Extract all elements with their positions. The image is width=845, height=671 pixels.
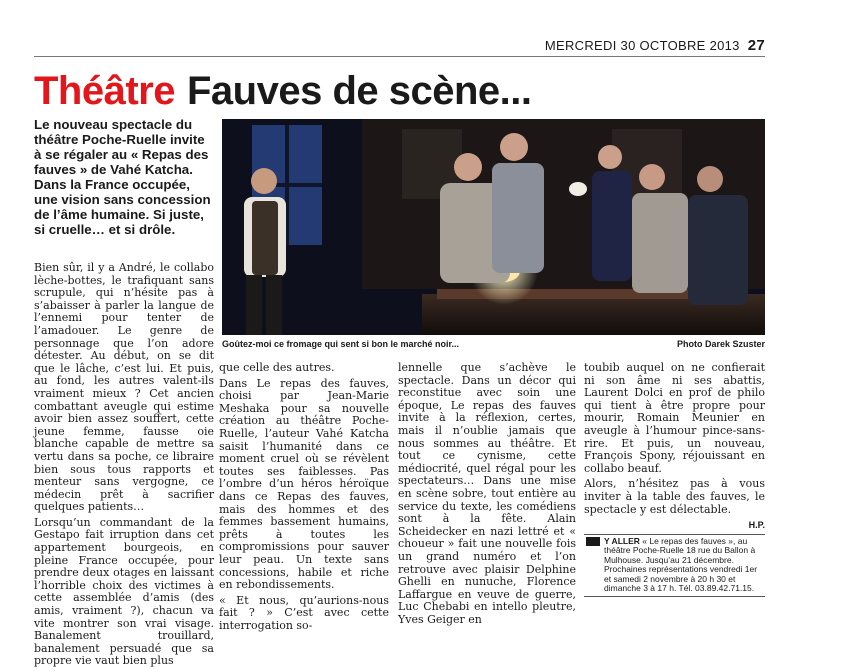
paragraph: lennelle que s’achève le spectacle. Dans un décor qui reconstitue avec soin une époque, Le repas des fauves invite à la réflexion, certes, mais il n’oublie jamais que nous sommes au théâtre. Et tout ce cynisme, cette médiocrité, quel régal pour les spectateurs… Dans une mise en scène sobre, tout entière au service du texte, les comédiens sont à la fête. Alain Scheidecker en nazi lettré et « choueur » fait une nouvelle fois un grand numéro et l’on retrouve avec plaisir Delphine Ghelli en nunuche, Florence Laffargue en veuve de guerre, Luc Chebabi en intello pleutre, Yves Geiger en: [398, 361, 576, 626]
paragraph: toubib auquel on ne confierait ni son âme ni ses abattis, Laurent Dolci en prof de philo qui tient à être propre pour mourir, Romain Meunier en aveugle à l’humour pince-sans-rire. Et puis, un nouveau, François Spony, réjouissant en collabo beauf.: [584, 361, 765, 475]
paragraph: Lorsqu’un commandant de la Gestapo fait irruption dans cet appartement bourgeois, en pleine France occupée, pour prendre deux otages en laissant l’horrible choix des victimes à cette assemblée d’amis (des amis, vraiment ?), chacun va vite montrer son vrai visage. Banalement trouillard, banalement persuadé que sa propre vie vaut bien plus: [34, 515, 214, 668]
info-box-label: Y ALLER: [604, 535, 640, 546]
photo-credit: Photo Darek Szuster: [676, 339, 765, 349]
body-column-1: [34, 262, 214, 671]
photo-caption-bar: [222, 337, 765, 351]
page-number: 27: [747, 37, 765, 54]
paragraph: Alors, n’hésitez pas à vous inviter à la table des fauves, le spectacle y est délectable.: [584, 477, 765, 516]
body-column-2: [219, 362, 389, 635]
author-signature: H.P.: [748, 520, 765, 531]
paragraph: que celle des autres.: [219, 361, 335, 374]
info-box-text: « Le repas des fauves », au théâtre Poche-Ruelle 18 rue du Ballon à Mulhouse. Jusqu’au 21 décembre. Prochaines représentations vendredi 1er et samedi 2 novembre à 20 h 30 et dimanche 3 à 17 h. Tél. 03.89.42.71.15.: [604, 535, 758, 594]
masthead-rule: [34, 56, 765, 57]
stage-photo-illustration: [222, 119, 765, 335]
standfirst: [34, 117, 214, 237]
body-column-4: [584, 362, 765, 597]
photo-caption: Goûtez-moi ce fromage qui sent si bon le marché noir...: [222, 339, 460, 349]
standfirst-text: Le nouveau spectacle du théâtre Poche-Ruelle invite à se régaler au « Repas des fauves » de Vahé Katcha. Dans la France occupée, une vision sans concession de l’âme humaine. Si juste, si cruelle… et si drôle.: [34, 117, 211, 237]
issue-date: MERCREDI 30 OCTOBRE 2013: [544, 38, 740, 53]
paragraph: Bien sûr, il y a André, le collabo lèche-bottes, le trafiquant sans scrupule, qui n’hésite pas à s’abaisser à parler la langue de l’ennemi pour tenter de l’amadouer. Le genre de personnage que l’on adore détester. Au début, on se dit que le lâche, c’est lui. Et puis, au fond, les autres valent-ils vraiment mieux ? Cet ancien combattant aveugle qui estime avoir bien assez souffert, cette jeune femme, fausse oie blanche capable de mettre sa vertu dans sa poche, ce libraire bien sous tous rapports et menteur sans vergogne, ce médecin prêt à sacrifier quelques patients…: [34, 261, 214, 514]
body-column-3: [398, 362, 576, 629]
headline: [34, 66, 532, 116]
masthead: [385, 37, 765, 53]
headline-title: Fauves de scène...: [187, 69, 532, 113]
paragraph: « Et nous, qu’aurions-nous fait ? » C’est avec cette interrogation so-: [219, 593, 389, 632]
arrow-icon: [586, 537, 600, 546]
headline-kicker: Théâtre: [34, 69, 175, 113]
info-box: [584, 534, 765, 597]
stage-photo: [222, 119, 765, 335]
paragraph: Dans Le repas des fauves, choisi par Jean-Marie Meshaka pour sa nouvelle création au théâtre Poche-Ruelle, l’auteur Vahé Katcha saisit l’humanité dans ce moment cruel où se révèlent toutes ses faiblesses. Pas l’ombre d’un héros héroïque dans ce Repas des fauves, mais des hommes et des femmes bassement humains, prêts à toutes les compromissions pour sauver leur peau. Un texte sans concessions, habile et riche en rebondissements.: [219, 376, 389, 592]
